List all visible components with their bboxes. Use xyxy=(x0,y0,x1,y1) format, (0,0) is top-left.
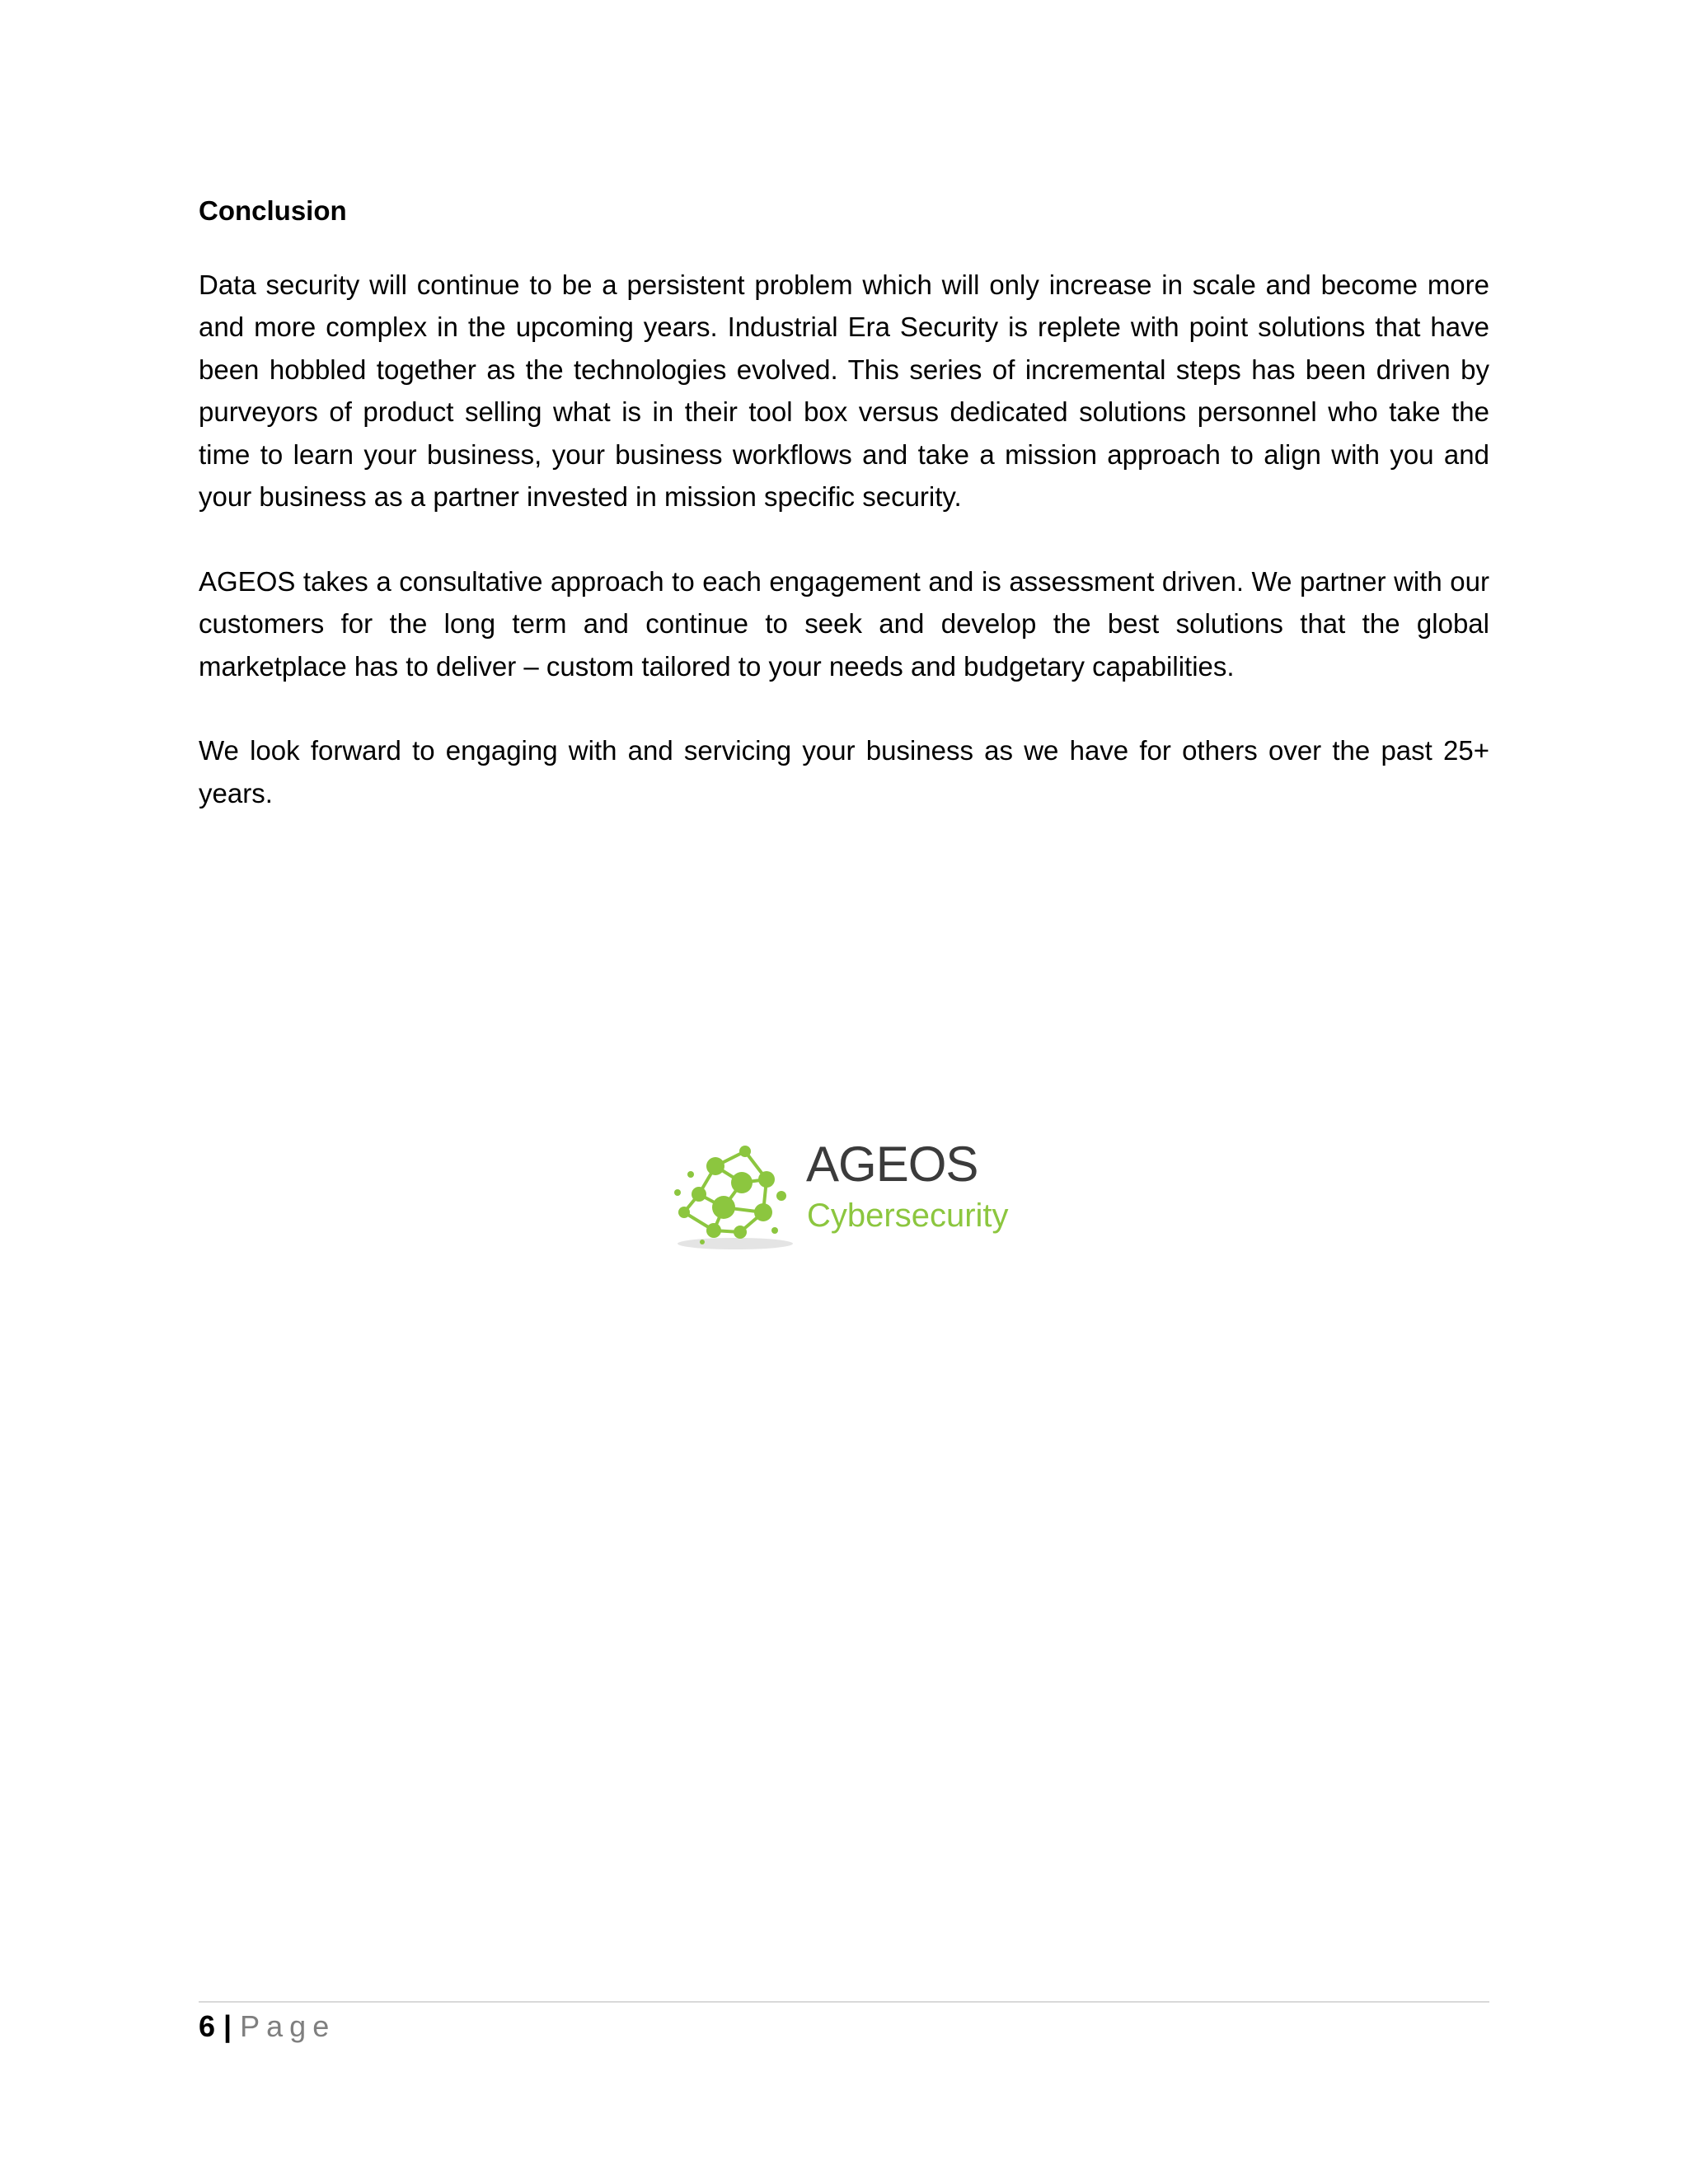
logo-subtitle: Cybersecurity xyxy=(807,1197,1009,1234)
paragraph-1: Data security will continue to be a persistent problem which will only increase in scale and become more and more complex in the upcoming years. Industrial Era Security is replete with point solutions that have been hobbled together as the technologies evolved. This series of incremental steps has been driven by purveyors of product selling what is in their tool box versus dedicated solutions personnel who take the time to learn your business, your business workflows and take a mission approach to align with you and your business as a partner invested in mission specific security. xyxy=(199,269,1489,513)
section-heading: Conclusion xyxy=(199,195,347,226)
page-number: 6 xyxy=(199,2009,216,2043)
page-label: Page xyxy=(240,2009,336,2043)
molecule-globe-icon xyxy=(666,1141,802,1253)
page-footer xyxy=(199,2008,335,2044)
document-body xyxy=(199,194,1489,856)
page-separator: | xyxy=(223,2009,232,2043)
paragraph-2: AGEOS takes a consultative approach to each engagement and is assessment driven. We partner with our customers for the long term and continue to seek and develop the best solutions that the global marketplace has to deliver – custom tailored to your needs and budgetary capabilities. xyxy=(199,565,1489,682)
logo-title: AGEOS xyxy=(806,1137,978,1192)
paragraph-3: We look forward to engaging with and servicing your business as we have for others over the past 25+ years. xyxy=(199,735,1489,808)
footer-divider xyxy=(199,2001,1489,2003)
ageos-logo xyxy=(666,1137,1020,1253)
